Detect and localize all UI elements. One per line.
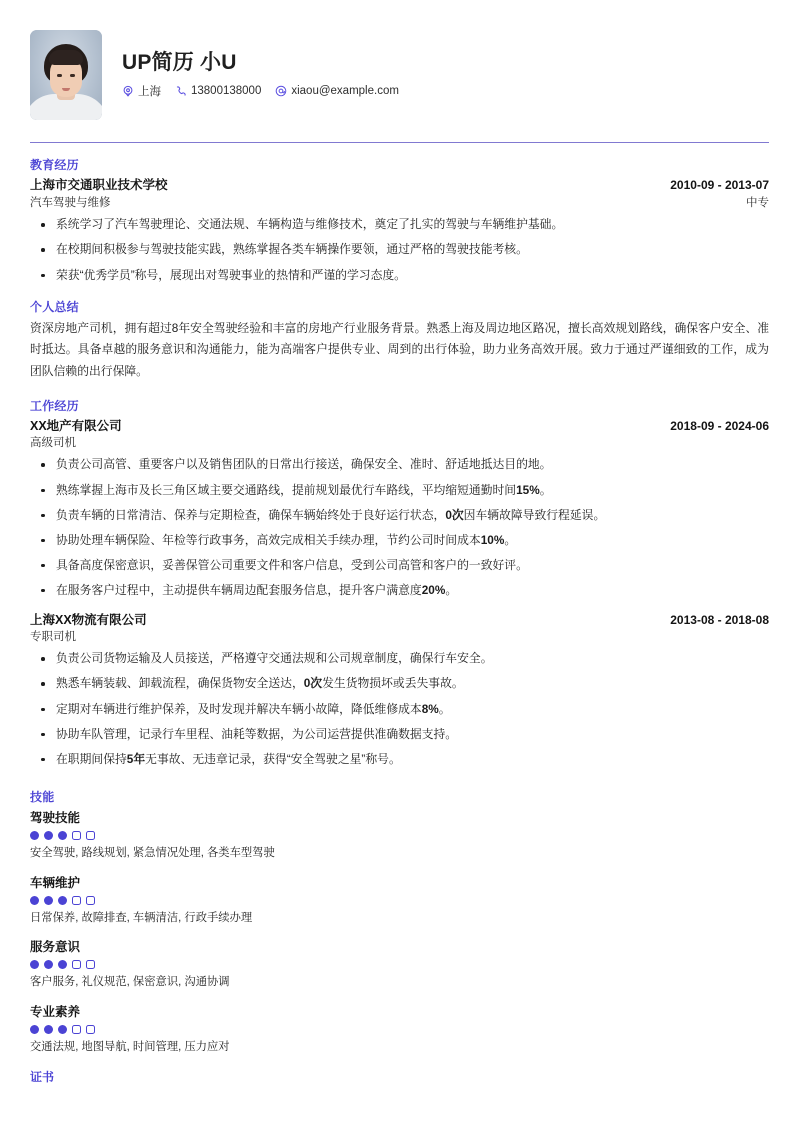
skill-name: 服务意识 xyxy=(30,940,81,955)
bullet-item: 在职期间保持5年无事故、无违章记录，获得“安全驾驶之星”称号。 xyxy=(30,751,769,768)
rating-dot-empty xyxy=(72,1025,81,1034)
work-entry xyxy=(30,611,769,768)
rating-dot-filled xyxy=(44,896,53,905)
photo-hair-front xyxy=(49,50,83,65)
rating-dot-empty xyxy=(86,960,95,969)
section-title-skills: 技能 xyxy=(30,789,55,804)
section-title-summary: 个人总结 xyxy=(30,299,79,314)
photo-mouth xyxy=(62,88,70,91)
rating-dot-filled xyxy=(44,960,53,969)
work-position: 高级司机 xyxy=(30,437,76,450)
skill-block xyxy=(30,1002,769,1056)
work-entry-header xyxy=(30,611,769,629)
work-entry-subheader xyxy=(30,629,769,646)
bullet-item: 负责车辆的日常清洁、保养与定期检查，确保车辆始终处于良好运行状态，0次因车辆故障导致行程延误。 xyxy=(30,507,769,524)
skill-name: 车辆维护 xyxy=(30,875,81,890)
skill-block xyxy=(30,873,769,927)
work-entry-header xyxy=(30,417,769,435)
education-entry xyxy=(30,176,769,284)
page-title: UP简历 小U xyxy=(122,50,237,74)
contact-list xyxy=(122,83,399,99)
section-title-certificates: 证书 xyxy=(30,1070,55,1085)
contact-email-text: xiaou@example.com xyxy=(291,85,399,98)
work-date: 2018-09 - 2024-06 xyxy=(670,419,769,434)
rating-dot-filled xyxy=(30,831,39,840)
skill-keywords: 安全驾驶, 路线规划, 紧急情况处理, 各类车型驾驶 xyxy=(30,846,275,859)
rating-dot-filled xyxy=(58,896,67,905)
avatar xyxy=(30,30,102,120)
rating-dot-empty xyxy=(86,1025,95,1034)
bullet-item: 熟悉车辆装载、卸载流程，确保货物安全送达，0次发生货物损坏或丢失事故。 xyxy=(30,675,769,692)
work-bullet-list xyxy=(30,650,769,767)
bullet-item: 协助车队管理，记录行车里程、油耗等数据，为公司运营提供准确数据支持。 xyxy=(30,726,769,743)
bullet-item: 系统学习了汽车驾驶理论、交通法规、车辆构造与维修技术，奠定了扎实的驾驶与车辆维护基础。 xyxy=(30,216,769,233)
rating-dot-empty xyxy=(72,960,81,969)
bullet-item: 负责公司货物运输及人员接送，严格遵守交通法规和公司规章制度，确保行车安全。 xyxy=(30,650,769,667)
skill-block xyxy=(30,808,769,862)
skill-keywords: 客户服务, 礼仪规范, 保密意识, 沟通协调 xyxy=(30,976,230,989)
skill-keywords: 交通法规, 地图导航, 时间管理, 压力应对 xyxy=(30,1041,230,1054)
contact-phone-text: 13800138000 xyxy=(191,85,262,98)
email-at-icon xyxy=(275,85,287,97)
bullet-item: 负责公司高管、重要客户以及销售团队的日常出行接送，确保安全、准时、舒适地抵达目的地。 xyxy=(30,456,769,473)
skill-rating xyxy=(30,831,769,840)
bullet-item: 熟练掌握上海市及长三角区域主要交通路线，提前规划最优行车路线，平均缩短通勤时间15%。 xyxy=(30,482,769,499)
rating-dot-filled xyxy=(30,1025,39,1034)
bullet-item: 在服务客户过程中，主动提供车辆周边配套服务信息，提升客户满意度20%。 xyxy=(30,582,769,599)
rating-dot-empty xyxy=(72,896,81,905)
skill-name: 驾驶技能 xyxy=(30,810,81,825)
work-company: 上海XX物流有限公司 xyxy=(30,613,147,627)
skill-rating xyxy=(30,960,769,969)
section-title-work: 工作经历 xyxy=(30,399,79,414)
bullet-item: 在校期间积极参与驾驶技能实践，熟练掌握各类车辆操作要领，通过严格的驾驶技能考核。 xyxy=(30,241,769,258)
education-major: 汽车驾驶与维修 xyxy=(30,197,111,210)
work-position: 专职司机 xyxy=(30,631,76,644)
rating-dot-filled xyxy=(58,831,67,840)
rating-dot-filled xyxy=(58,960,67,969)
contact-email xyxy=(275,85,399,97)
phone-icon xyxy=(175,85,187,97)
education-school: 上海市交通职业技术学校 xyxy=(30,178,168,192)
section-summary xyxy=(30,298,769,382)
skill-block xyxy=(30,937,769,991)
contact-location xyxy=(122,83,161,99)
bullet-item: 定期对车辆进行维护保养，及时发现并解决车辆小故障，降低维修成本8%。 xyxy=(30,701,769,718)
skill-rating xyxy=(30,896,769,905)
section-skills xyxy=(30,788,769,1056)
education-entry-subheader xyxy=(30,194,769,212)
contact-location-text: 上海 xyxy=(138,86,161,99)
header-divider xyxy=(30,142,769,143)
contact-phone xyxy=(175,85,261,97)
photo-eye-right xyxy=(70,74,75,77)
rating-dot-filled xyxy=(30,960,39,969)
header-text-block xyxy=(122,51,399,99)
work-bullet-list xyxy=(30,456,769,599)
bullet-item: 协助处理车辆保险、年检等行政事务，高效完成相关手续办理，节约公司时间成本10%。 xyxy=(30,532,769,549)
skills-list xyxy=(30,808,769,1056)
work-company: XX地产有限公司 xyxy=(30,419,122,434)
work-entry xyxy=(30,417,769,599)
bullet-item: 具备高度保密意识，妥善保管公司重要文件和客户信息，受到公司高管和客户的一致好评。 xyxy=(30,557,769,574)
photo-eye-left xyxy=(57,74,62,77)
resume-header xyxy=(30,0,769,128)
section-certificates xyxy=(30,1068,769,1085)
rating-dot-empty xyxy=(86,831,95,840)
education-degree: 中专 xyxy=(746,197,769,210)
section-education xyxy=(30,156,769,284)
work-date: 2013-08 - 2018-08 xyxy=(670,613,769,627)
section-work xyxy=(30,397,769,768)
education-date: 2010-09 - 2013-07 xyxy=(670,178,769,192)
rating-dot-filled xyxy=(44,1025,53,1034)
summary-text: 资深房地产司机，拥有超过8年安全驾驶经验和丰富的房地产行业服务背景。熟悉上海及周边地区路况，擅长高效规划路线，确保客户安全、准时抵达。具备卓越的服务意识和沟通能力，能为高端客户提供专业、周到的出行体验，助力业务高效开展。致力于通过严谨细致的工作，成为团队信赖的出行保障。 xyxy=(30,320,769,378)
work-entry-subheader xyxy=(30,435,769,452)
rating-dot-filled xyxy=(44,831,53,840)
skill-name: 专业素养 xyxy=(30,1005,81,1020)
bullet-item: 荣获“优秀学员”称号，展现出对驾驶事业的热情和严谨的学习态度。 xyxy=(30,267,769,284)
rating-dot-empty xyxy=(72,831,81,840)
section-title-education: 教育经历 xyxy=(30,158,79,172)
skill-rating xyxy=(30,1025,769,1034)
rating-dot-filled xyxy=(30,896,39,905)
rating-dot-empty xyxy=(86,896,95,905)
education-entry-header xyxy=(30,176,769,194)
location-pin-icon xyxy=(122,85,134,97)
education-bullet-list xyxy=(30,216,769,283)
rating-dot-filled xyxy=(58,1025,67,1034)
skill-keywords: 日常保养, 故障排查, 车辆清洁, 行政手续办理 xyxy=(30,911,253,924)
